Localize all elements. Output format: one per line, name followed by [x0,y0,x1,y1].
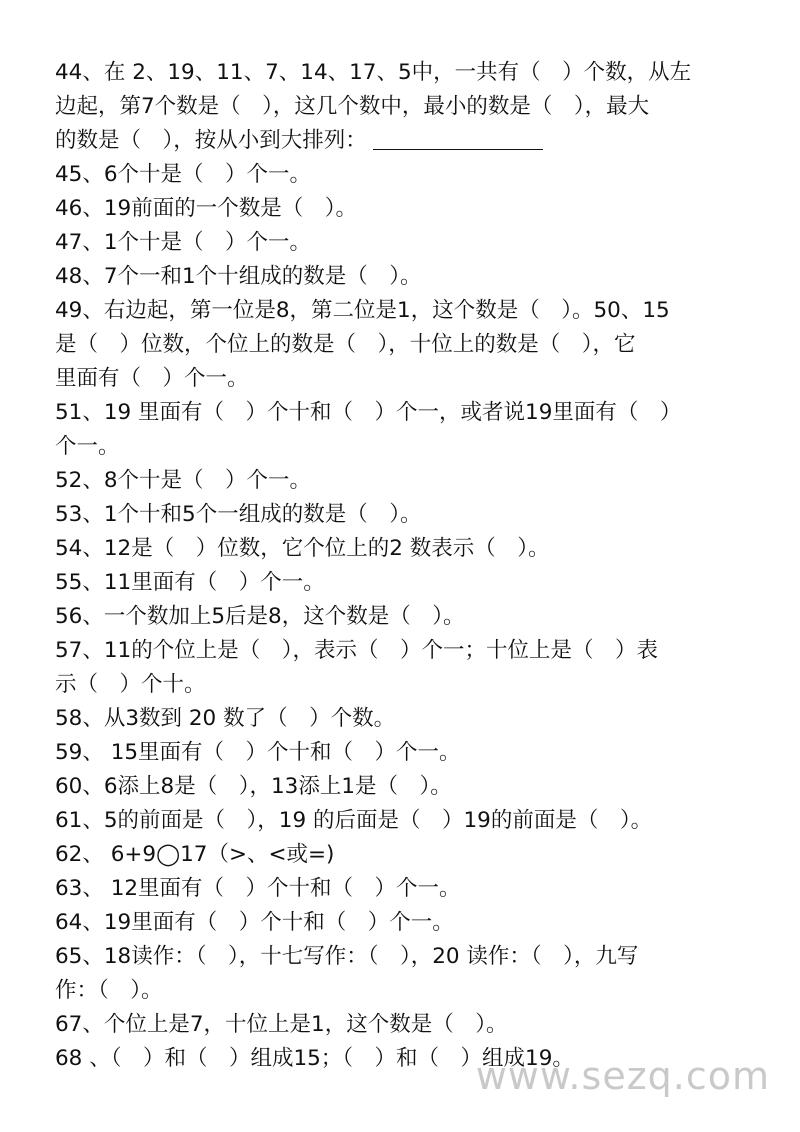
question-line: 57、11的个位上是（ ），表示（ ）个一；十位上是（ ）表 [55,638,658,663]
question-line: 里面有（ ）个一。 [55,366,249,391]
question-line: 63、 12里面有（ ）个十和（ ）个一。 [55,876,461,901]
question-line: 边起，第7个数是（ ），这几个数中，最小的数是（ ），最大 [55,94,650,119]
question-line: 52、8个十是（ ）个一。 [55,468,312,493]
question-text: 的数是（ ），按从小到大排列： [55,128,367,153]
question-line: 51、19 里面有（ ）个十和（ ）个一，或者说19里面有（ ） [55,400,682,425]
question-line: 作：（ ）。 [55,978,163,1003]
question-line: 67、个位上是7，十位上是1，这个数是（ ）。 [55,1012,508,1037]
question-line: 示（ ）个十。 [55,672,206,697]
question-line: 60、6添上8是（ ），13添上1是（ ）。 [55,774,452,799]
watermark-text: www.sezq.com [475,1054,770,1098]
question-line: 53、1个十和5个一组成的数是（ ）。 [55,502,422,527]
question-line: 59、 15里面有（ ）个十和（ ）个一。 [55,740,461,765]
question-line: 45、6个十是（ ）个一。 [55,162,312,187]
question-line [55,124,750,158]
question-line: 47、1个十是（ ）个一。 [55,230,312,255]
answer-blank-line [373,127,543,150]
question-line: 是（ ）位数，个位上的数是（ ），十位上的数是（ ），它 [55,332,636,357]
question-line: 56、一个数加上5后是8，这个数是（ ）。 [55,604,465,629]
question-line: 55、11里面有（ ）个一。 [55,570,325,595]
question-line: 44、在 2、19、11、7、14、17、5中，一共有（ ）个数，从左 [55,60,692,85]
question-line: 64、19里面有（ ）个十和（ ）个一。 [55,910,454,935]
question-line: 48、7个一和1个十组成的数是（ ）。 [55,264,422,289]
question-line: 54、12是（ ）位数，它个位上的2 数表示（ ）。 [55,536,550,561]
question-line: 68 、（ ）和（ ）组成15；（ ）和（ ）组成19。 [55,1046,574,1071]
question-line: 个一。 [55,434,120,459]
question-line: 65、18读作：（ ），十七写作：（ ），20 读作：（ ），九写 [55,944,639,969]
question-line: 58、从3数到 20 数了（ ）个数。 [55,706,396,731]
question-line: 46、19前面的一个数是（ ）。 [55,196,357,221]
question-line: 61、5的前面是（ ），19 的后面是（ ）19的前面是（ ）。 [55,808,653,833]
worksheet [55,56,750,1076]
question-line: 49、右边起，第一位是8，第二位是1，这个数是（ ）。50、15 [55,298,670,323]
question-line: 62、 6+9◯17（>、<或=) [55,842,335,867]
